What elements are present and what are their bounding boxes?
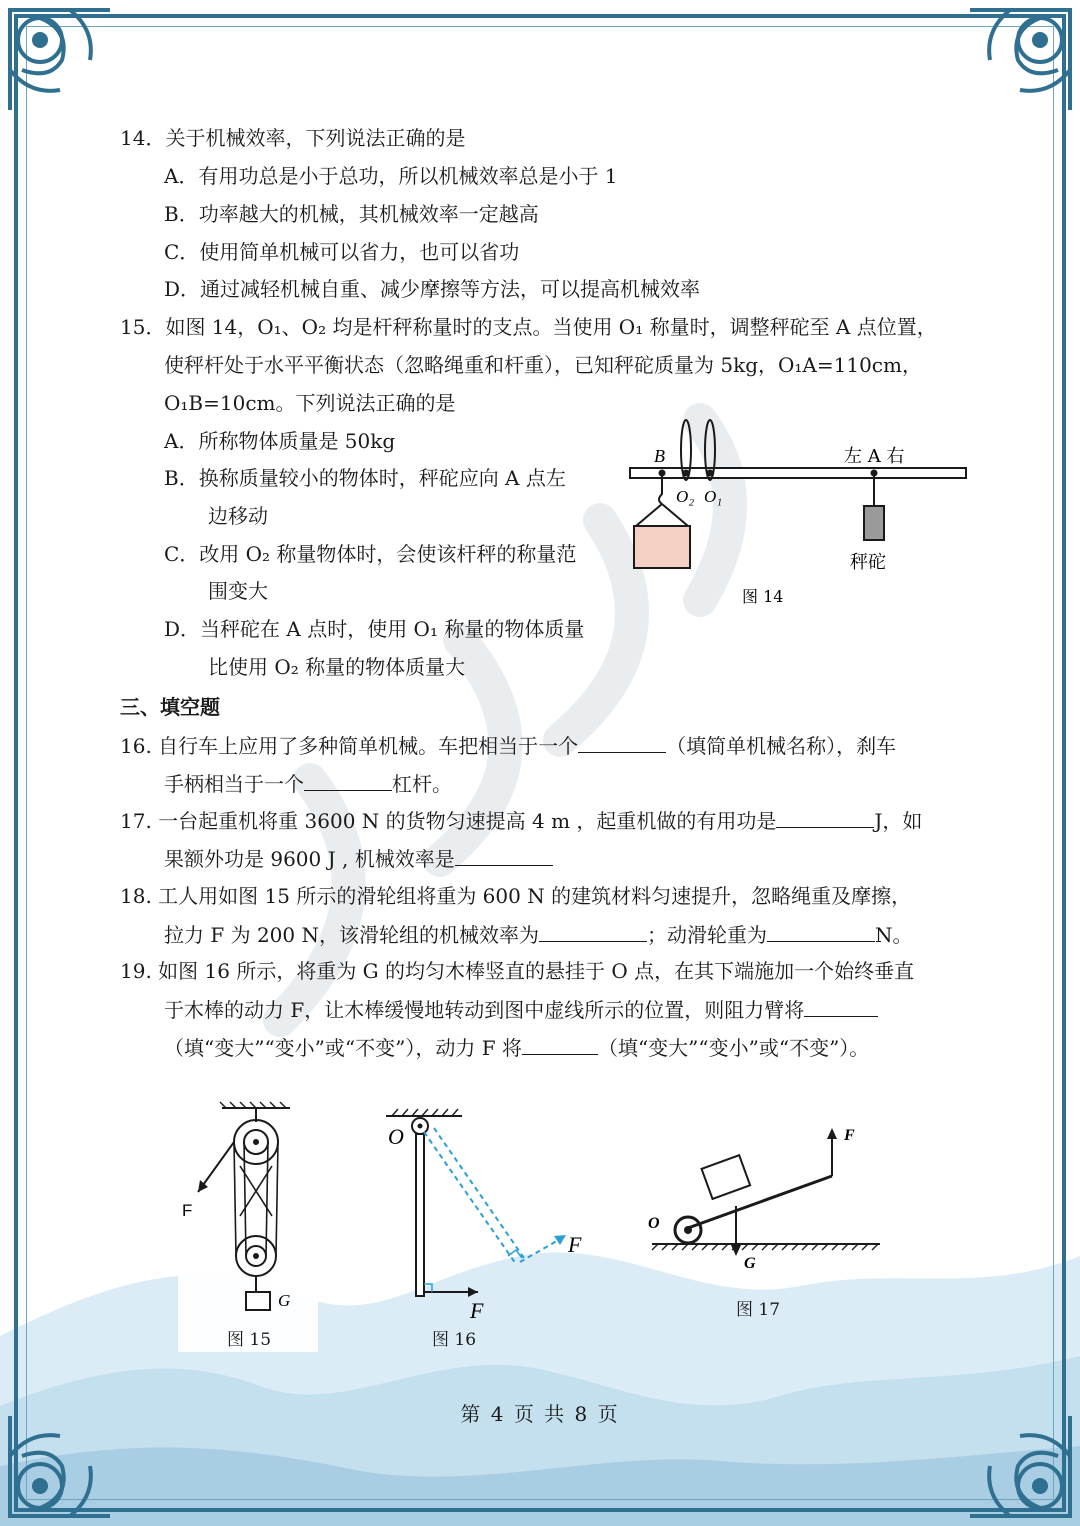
q18-line2 [164, 921, 912, 948]
q16-line2-text-a: 手柄相当于一个 [164, 772, 304, 796]
q19-blank-1[interactable] [804, 996, 878, 1017]
fig14-label-weight: 秤砣 [850, 552, 886, 573]
q17-blank-1[interactable] [776, 807, 874, 828]
figure-15-pulley [178, 1096, 318, 1352]
q17-line2 [164, 845, 553, 872]
q16-line1-text-b: （填简单机械名称），刹车 [666, 734, 897, 758]
fig14-label-left-a-right: 左 A 右 [844, 446, 905, 467]
q19-line3 [164, 1034, 869, 1061]
q14-option-b: B．功率越大的机械，其机械效率一定越高 [164, 202, 539, 226]
section-heading: 三、填空题 [120, 695, 220, 719]
corner-ornament-icon [960, 0, 1080, 120]
q19-line1: 19. 如图 16 所示，将重为 G 的均匀木棒竖直的悬挂于 O 点，在其下端施加一个始终垂直 [120, 959, 915, 983]
q19-blank-2[interactable] [522, 1034, 598, 1055]
q16-line2-text-b: 杠杆。 [392, 772, 452, 796]
q14-option-a: A．有用功总是小于总功，所以机械效率总是小于 1 [164, 164, 618, 188]
fig15-caption: 图 15 [227, 1330, 272, 1350]
q17-line1-text-a: 17. 一台起重机将重 3600 N 的货物匀速提高 4 m ，起重机做的有用功是 [120, 809, 777, 833]
q19-line2 [164, 996, 878, 1023]
fig16-label-f: F [470, 1298, 484, 1323]
page-number: 第 4 页 共 8 页 [460, 1402, 620, 1426]
q14-stem: 14．关于机械效率，下列说法正确的是 [120, 126, 466, 150]
q14-option-d: D．通过减轻机械自重、减少摩擦等方法，可以提高机械效率 [164, 277, 701, 301]
fig14-label-o1: O₁ [704, 487, 723, 506]
q18-line2-text-a: 拉力 F 为 200 N，该滑轮组的机械效率为 [164, 923, 539, 947]
fig15-label-f: F [182, 1201, 193, 1220]
q16-line1 [120, 732, 896, 759]
q19-line2-text-a: 于木棒的动力 F，让木棒缓慢地转动到图中虚线所示的位置，则阻力臂将 [164, 998, 805, 1022]
q18-line2-text-b: ；动滑轮重为 [646, 923, 767, 947]
corner-ornament-icon [0, 0, 120, 120]
q16-blank-1[interactable] [578, 732, 666, 753]
fig15-label-g: G [278, 1291, 291, 1310]
figure-17-lever [640, 1120, 890, 1280]
q17-blank-2[interactable] [455, 845, 553, 866]
q19-line3-text-b: （填“变大”“变小”或“不变”）。 [597, 1036, 870, 1060]
figure-14-steelyard [620, 410, 980, 610]
q17-line1 [120, 807, 922, 834]
q14-option-c: C．使用简单机械可以省力，也可以省功 [164, 240, 520, 264]
fig17-label-f: F [844, 1127, 855, 1144]
fig16-label-o: O [388, 1124, 404, 1149]
q16-line2 [164, 770, 452, 797]
q15-option-b-cont: 边移动 [208, 504, 268, 528]
q18-line2-text-c: N。 [874, 923, 913, 947]
q15-option-a: A．所称物体质量是 50kg [164, 429, 396, 453]
fig17-caption: 图 17 [736, 1300, 781, 1320]
fig17-label-o: O [648, 1215, 660, 1232]
q19-line3-text-a: （填“变大”“变小”或“不变”），动力 F 将 [164, 1036, 522, 1060]
q16-line1-text-a: 16. 自行车上应用了多种简单机械。车把相当于一个 [120, 734, 579, 758]
fig17-label-g: G [744, 1255, 756, 1272]
q15-option-b: B．换称质量较小的物体时，秤砣应向 A 点左 [164, 466, 566, 490]
q15-option-c-cont: 围变大 [208, 579, 268, 603]
fig16-label-f-dashed: F [568, 1232, 582, 1257]
q17-line1-text-b: J，如 [874, 809, 923, 833]
q18-line1: 18. 工人用如图 15 所示的滑轮组将重为 600 N 的建筑材料匀速提升，忽略绳重及摩擦， [120, 884, 912, 908]
q18-blank-1[interactable] [539, 921, 647, 942]
q17-line2-text-a: 果额外功是 9600 J , 机械效率是 [164, 847, 455, 871]
q18-blank-2[interactable] [767, 921, 875, 942]
figure-16-rod [378, 1104, 608, 1324]
fig14-caption: 图 14 [742, 587, 784, 606]
q15-stem-line2: 使秤杆处于水平平衡状态（忽略绳重和杆重），已知秤砣质量为 5kg，O₁A=110cm， [164, 353, 922, 377]
q15-option-c: C．改用 O₂ 称量物体时，会使该杆秤的称量范 [164, 542, 577, 566]
q15-stem-line3: O₁B=10cm。下列说法正确的是 [164, 391, 456, 415]
fig14-label-o2: O₂ [676, 487, 695, 506]
fig16-caption: 图 16 [432, 1330, 477, 1350]
q16-blank-2[interactable] [304, 770, 392, 791]
fig14-label-b: B [654, 446, 665, 466]
q15-stem-line1: 15．如图 14，O₁、O₂ 均是杆秤称量时的支点。当使用 O₁ 称量时，调整秤砣至 A 点位置， [120, 315, 937, 339]
q15-option-d: D．当秤砣在 A 点时，使用 O₁ 称量的物体质量 [164, 617, 585, 641]
q15-option-d-cont: 比使用 O₂ 称量的物体质量大 [208, 655, 466, 679]
